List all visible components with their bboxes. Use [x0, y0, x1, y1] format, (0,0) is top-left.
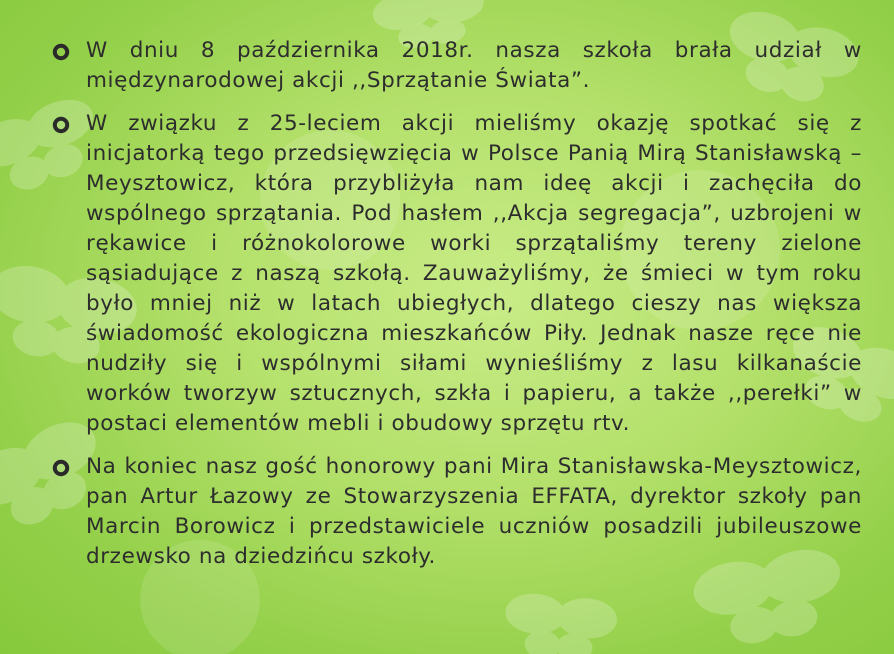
bullet-item — [52, 452, 862, 572]
ring-bullet-icon — [52, 116, 70, 134]
butterfly-icon — [502, 591, 619, 654]
bullet-list — [52, 36, 862, 585]
bullet-item — [52, 109, 862, 439]
bullet-item — [52, 36, 862, 96]
ring-bullet-icon — [52, 43, 70, 61]
bullet-text: Na koniec nasz gość honorowy pani Mira Stanisławska-Meysztowicz, pan Artur Łazowy ze Stowarzyszenia EFFATA, dyrektor szkoły pan Marcin Borowicz i przedstawiciele uczniów posadzili jubileuszowe drzewsko na dziedzińcu szkoły. — [86, 454, 862, 569]
bullet-text: W związku z 25-leciem akcji mieliśmy okazję spotkać się z inicjatorką tego przedsięwzięcia w Polsce Panią Mirą Stanisławską – Meysztowicz, która przybliżyła nam ideę akcji i zachęciła do wspólnego sprzątania. Pod hasłem ,,Akcja segregacja”, uzbrojeni w rękawice i różnokolorowe worki sprzątaliśmy tereny zielone sąsiadujące z naszą szkołą. Zauważyliśmy, że śmieci w tym roku było mniej niż w latach ubiegłych, dlatego cieszy nas większa świadomość ekologiczna mieszkańców Piły. Jednak nasze ręce nie nudziły się i wspólnymi siłami wynieśliśmy z lasu kilkanaście worków tworzyw sztucznych, szkła i papieru, a także ,,perełki” w postaci elementów mebli i obudowy sprzętu rtv. — [86, 111, 862, 436]
ring-bullet-icon — [52, 459, 70, 477]
bullet-text: W dniu 8 października 2018r. nasza szkoła brała udział w międzynarodowej akcji ,,Sprzątanie Świata”. — [86, 38, 862, 93]
